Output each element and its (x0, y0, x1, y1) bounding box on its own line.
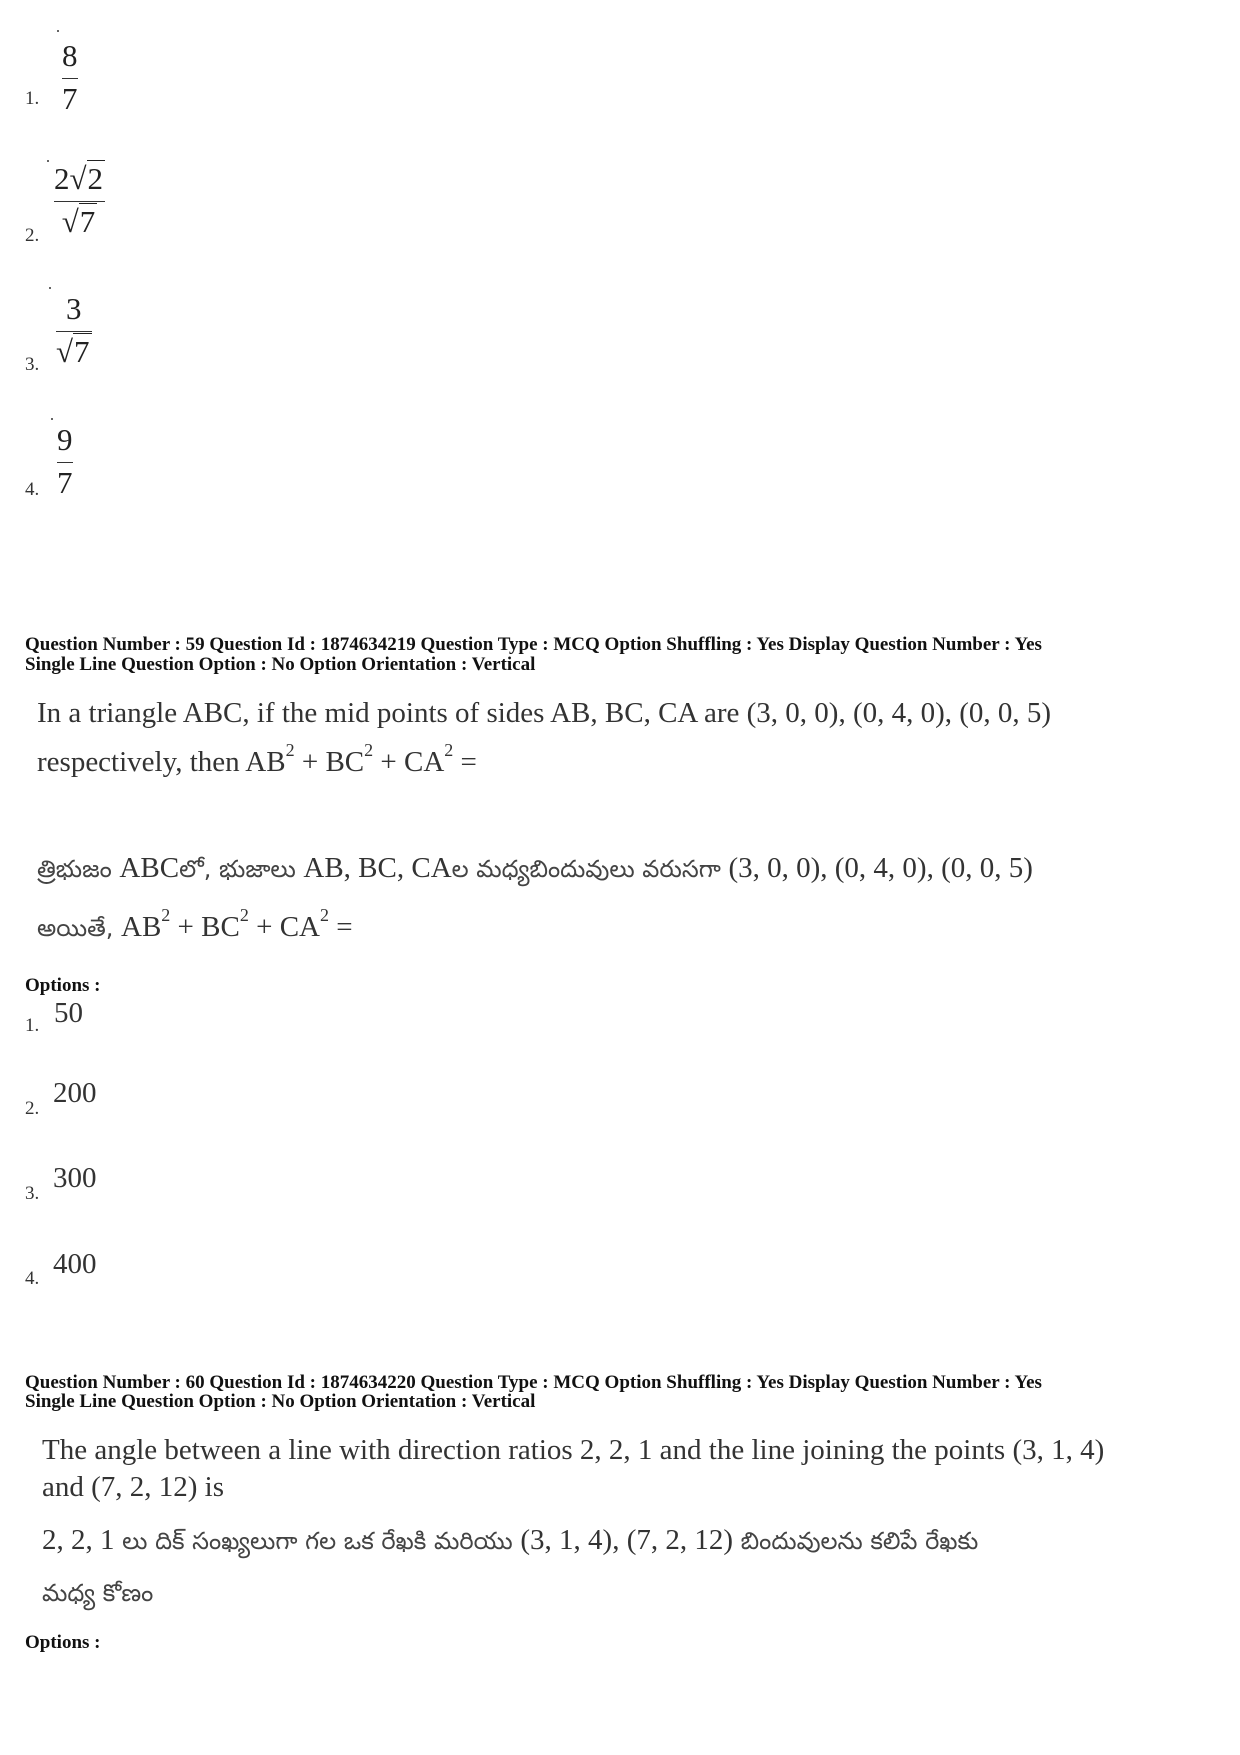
fraction-bar (57, 462, 73, 464)
fraction-numerator: 2√2 (54, 161, 104, 196)
dot-mark (47, 160, 49, 162)
question-text-en-line-1: In a triangle ABC, if the mid points of sides AB, BC, CA are (3, 0, 0), (0, 4, 0), (0, 0, 5) (37, 697, 1052, 729)
option-number: 3. (25, 354, 40, 375)
fraction-denominator: 7 (57, 465, 73, 501)
option-fraction (54, 163, 105, 239)
question-meta-line-2: Single Line Question Option : No Option Orientation : Vertical (25, 1391, 536, 1412)
option-fraction (62, 40, 78, 116)
option-number: 2. (25, 225, 40, 246)
option-number: 1. (25, 1015, 40, 1036)
fraction-denominator: √7 (61, 204, 96, 240)
option-value: 300 (53, 1162, 97, 1194)
fraction-bar (62, 78, 78, 80)
question-text-te-line-1: 2, 2, 1 లు దిక్ సంఖ్యలుగా గల ఒక రేఖకి మరియు (3, 1, 4), (7, 2, 12) బిందువులను కలిపే రేఖకు (42, 1524, 979, 1556)
question-text-en-line-2: respectively, then $AB^2 + BC^2 + CA^2$ = (37, 740, 477, 778)
fraction-numerator: 8 (62, 38, 78, 73)
fraction-bar (56, 331, 92, 333)
question-meta-line-2: Single Line Question Option : No Option Orientation : Vertical (25, 654, 536, 675)
option-value: 400 (53, 1248, 97, 1280)
option-number: 4. (25, 479, 40, 500)
dot-mark (57, 30, 59, 32)
option-number: 1. (25, 88, 40, 109)
options-label: Options : (25, 975, 101, 996)
question-text-en-line-2: and (7, 2, 12) is (42, 1471, 225, 1503)
question-text-en-line-1: The angle between a line with direction ratios 2, 2, 1 and the line joining the points (3, 1, 4) (42, 1434, 1105, 1466)
option-number: 4. (25, 1268, 40, 1289)
question-text-te-line-1: త్రిభుజం ABCలో, భుజాలు AB, BC, CAల మధ్యబిందువులు వరుసగా (3, 0, 0), (0, 4, 0), (0, 0, 5) (37, 852, 1033, 884)
option-fraction (56, 293, 92, 369)
fraction-denominator: √7 (56, 334, 90, 370)
options-label: Options : (25, 1632, 101, 1653)
dot-mark (49, 287, 51, 289)
option-number: 3. (25, 1183, 40, 1204)
dot-mark (51, 418, 53, 420)
option-fraction (57, 424, 73, 500)
question-meta-line-1: Question Number : 60 Question Id : 1874634220 Question Type : MCQ Option Shuffling : Yes Display Question Number : Yes (25, 1372, 1042, 1393)
question-text-te-line-2: అయితే, $AB^2 + BC^2 + CA^2$ = (37, 905, 353, 943)
fraction-denominator: 7 (62, 81, 78, 117)
question-text-te-line-2: మధ్య కోణం (42, 1579, 154, 1607)
fraction-numerator: 9 (57, 422, 73, 457)
fraction-bar (54, 201, 105, 203)
option-value: 200 (53, 1077, 97, 1109)
option-number: 2. (25, 1098, 40, 1119)
fraction-numerator: 3 (66, 291, 82, 326)
option-value: 50 (54, 997, 83, 1029)
question-meta-line-1: Question Number : 59 Question Id : 1874634219 Question Type : MCQ Option Shuffling : Yes Display Question Number : Yes (25, 634, 1042, 655)
